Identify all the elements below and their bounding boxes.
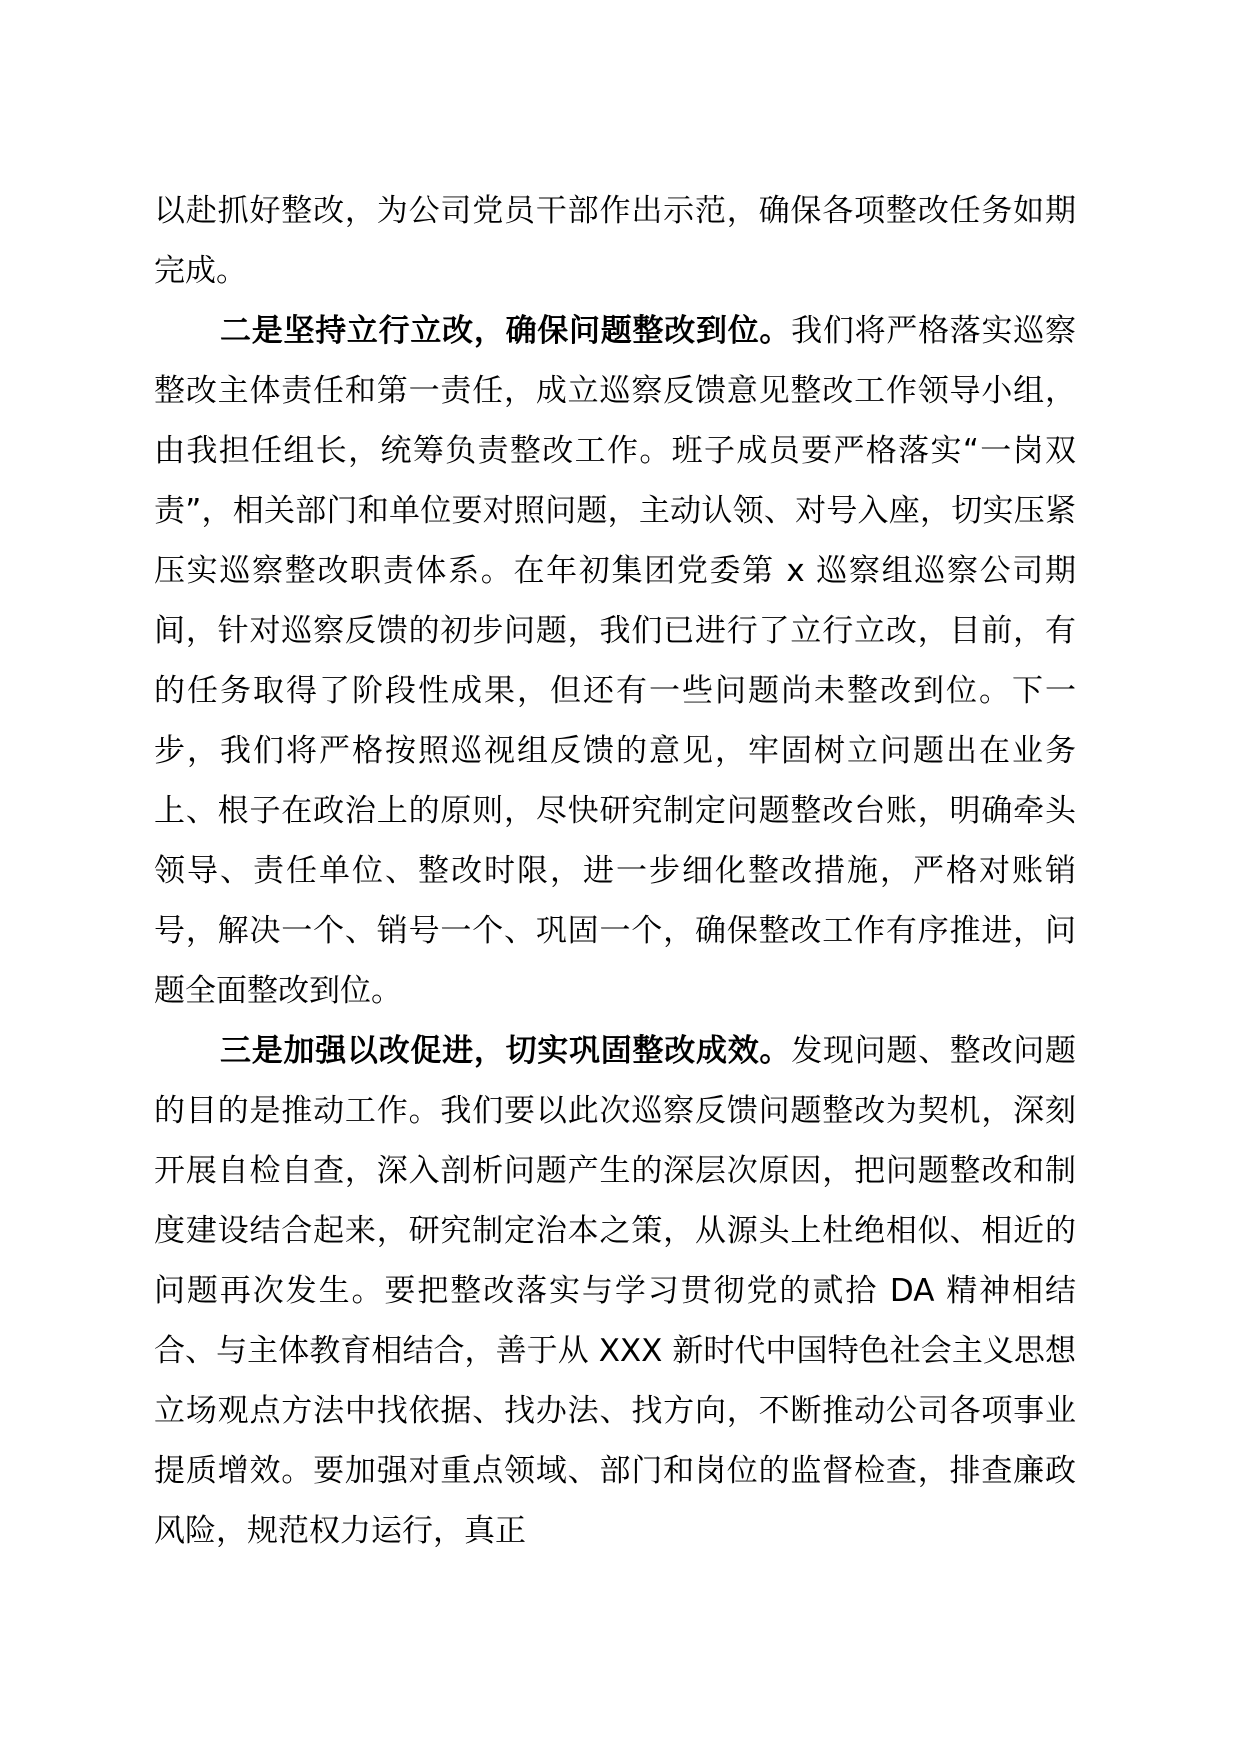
paragraph-third-point [154, 1021, 1076, 1561]
paragraph-lead: 三是加强以改促进，切实巩固整改成效。 [220, 1033, 792, 1069]
paragraph-text: 发现问题、整改问题的目的是推动工作。我们要以此次巡察反馈问题整改为契机，深刻开展自检自查，深入剖析问题产生的深层次原因，把问题整改和制度建设结合起来，研究制定治本之策，从源头上杜绝相似、相近的问题再次发生。要把整改落实与学习贯彻党的贰拾 DA 精神相结合、与主体教育相结合，善于从 XXX 新时代中国特色社会主义思想立场观点方法中找依据、找办法、找方向，不断推动公司各项事业提质增效。要加强对重点领域、部门和岗位的监督检查，排查廉政风险，规范权力运行，真正 [154, 1033, 1077, 1549]
paragraph-lead: 二是坚持立行立改，确保问题整改到位。 [220, 313, 792, 349]
document-body [154, 181, 1076, 1561]
paragraph-second-point [154, 301, 1076, 1021]
paragraph-text: 我们将严格落实巡察整改主体责任和第一责任，成立巡察反馈意见整改工作领导小组，由我担任组长，统筹负责整改工作。班子成员要严格落实“一岗双责”，相关部门和单位要对照问题，主动认领、对号入座，切实压紧压实巡察整改职责体系。在年初集团党委第 x 巡察组巡察公司期间，针对巡察反馈的初步问题，我们已进行了立行立改，目前，有的任务取得了阶段性成果，但还有一些问题尚未整改到位。下一步，我们将严格按照巡视组反馈的意见，牢固树立问题出在业务上、根子在政治上的原则，尽快研究制定问题整改台账，明确牵头领导、责任单位、整改时限，进一步细化整改措施，严格对账销号，解决一个、销号一个、巩固一个，确保整改工作有序推进，问题全面整改到位。 [154, 313, 1077, 1009]
paragraph-continuation [154, 181, 1076, 301]
paragraph-text: 以赴抓好整改，为公司党员干部作出示范，确保各项整改任务如期完成。 [154, 193, 1076, 289]
